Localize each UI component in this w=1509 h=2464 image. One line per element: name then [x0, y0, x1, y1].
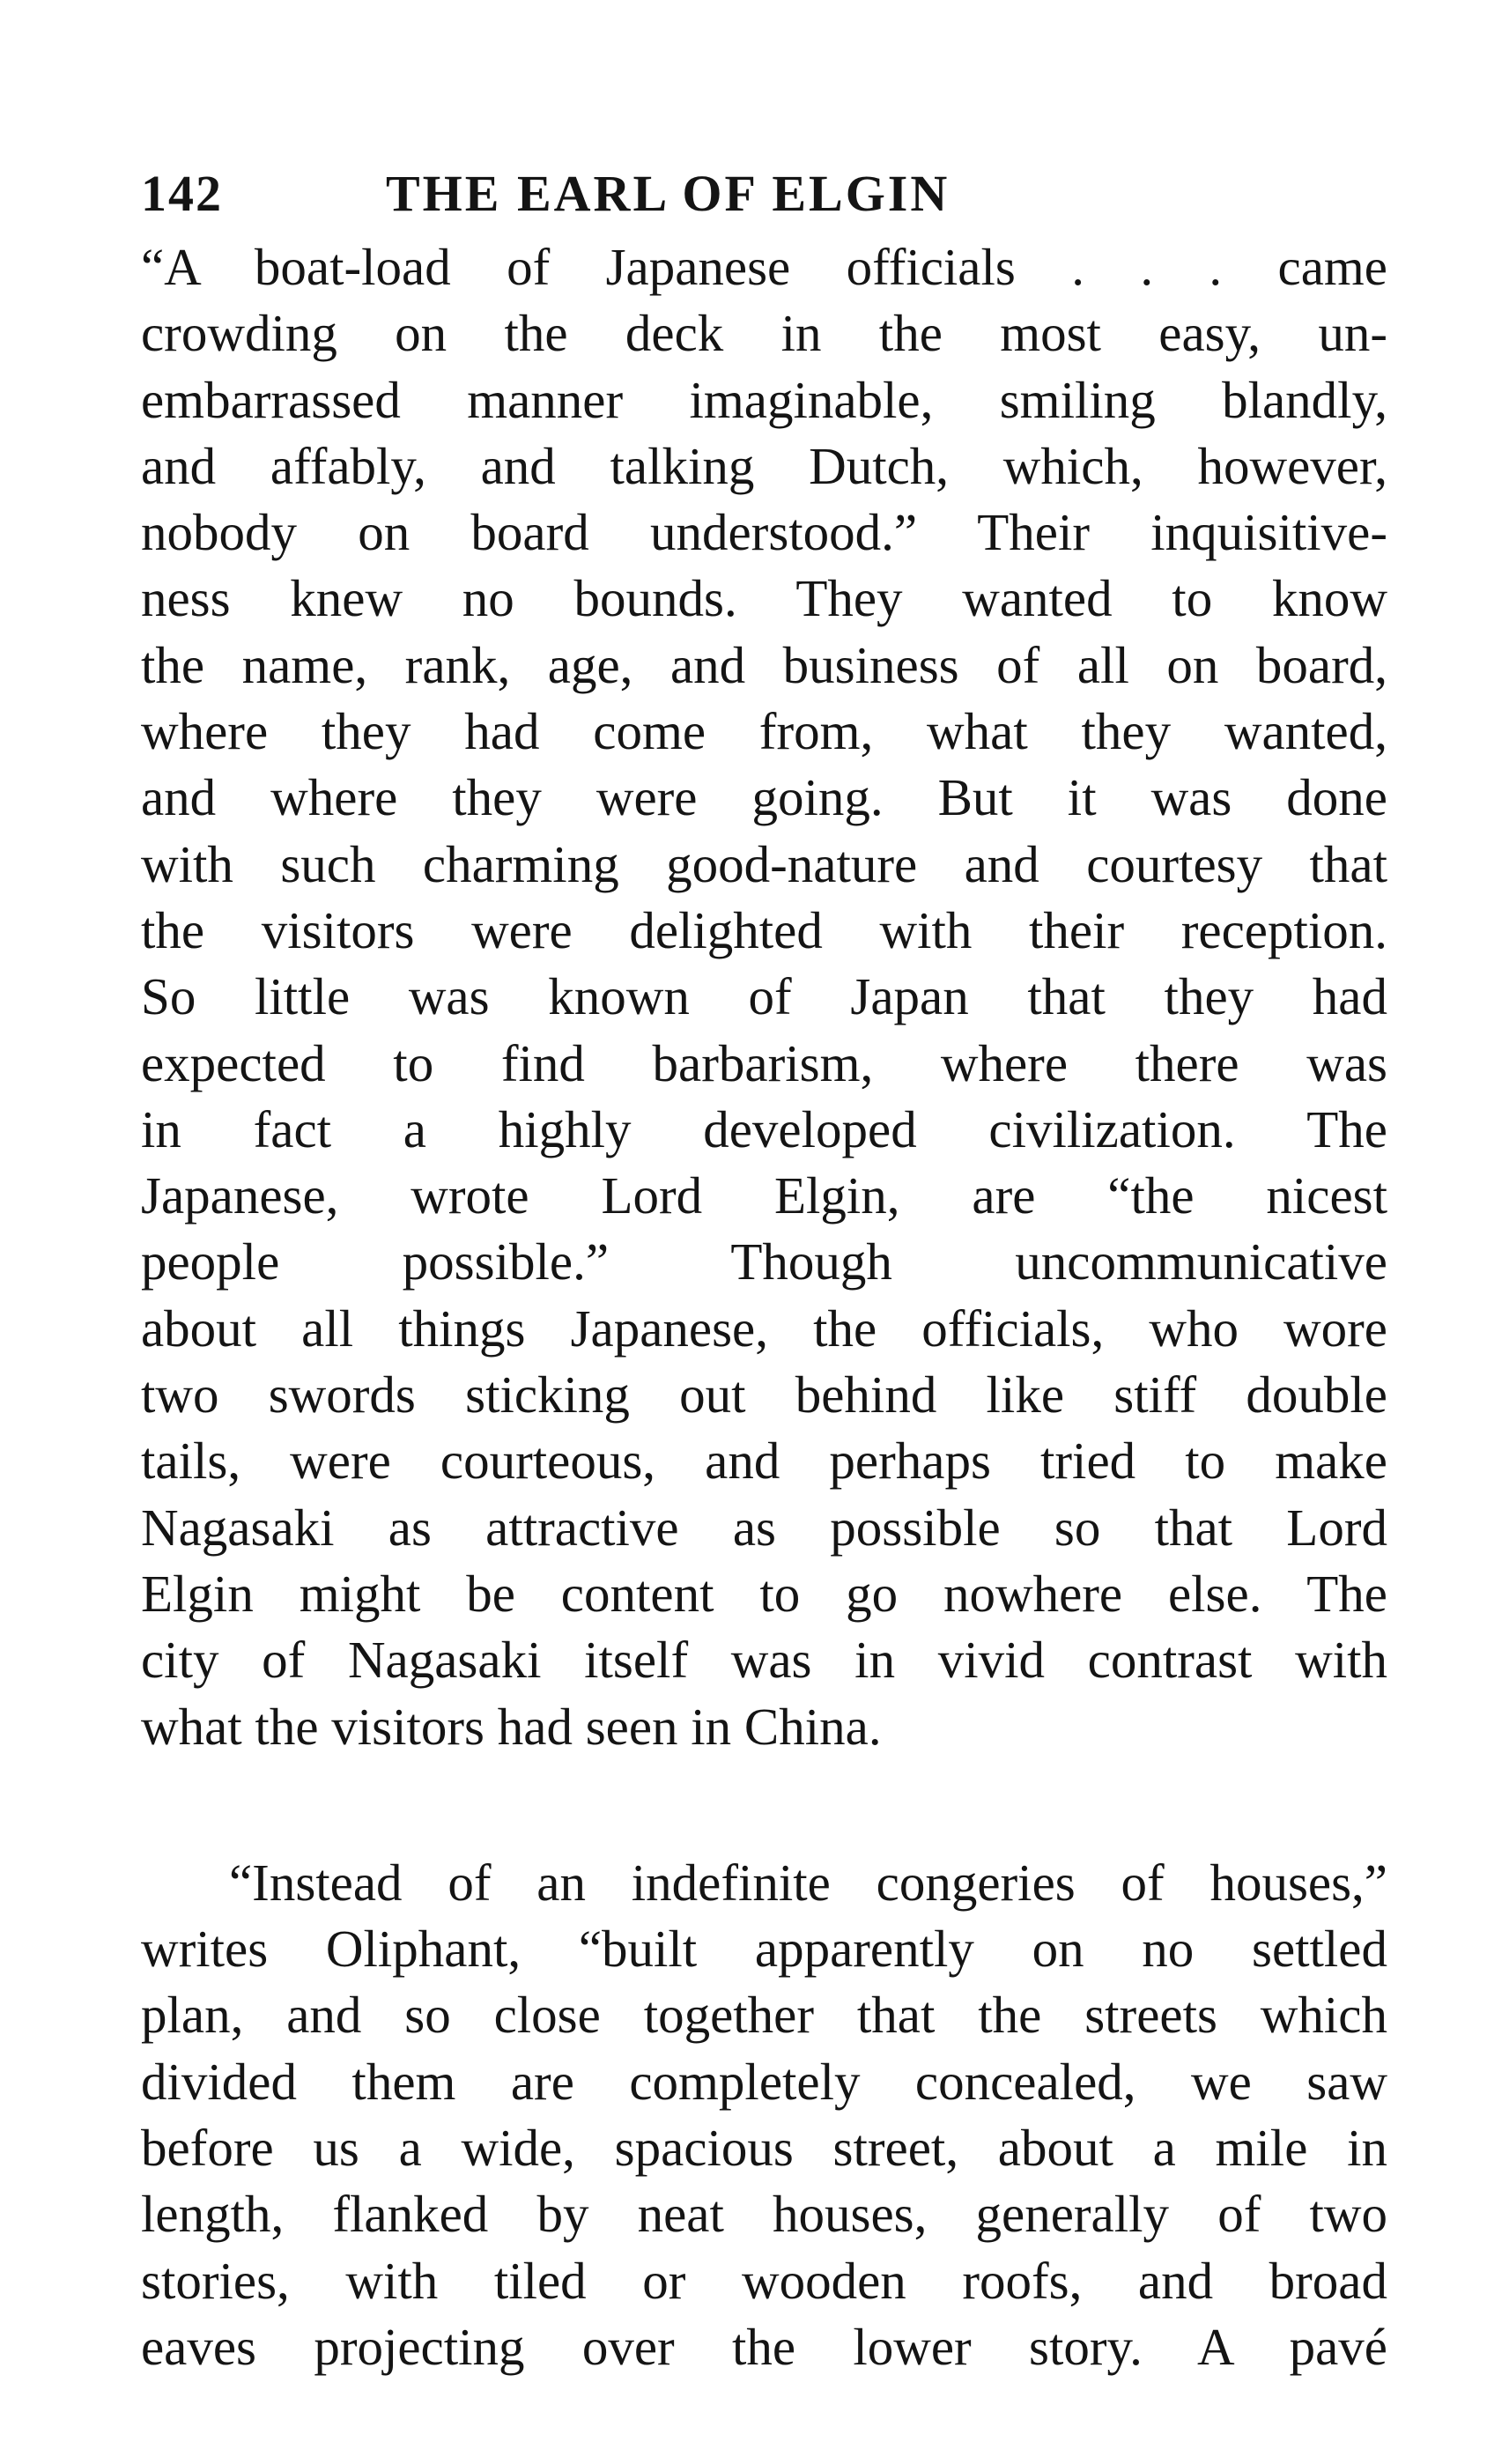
text-line: ness knew no bounds. They wanted to know	[141, 569, 1387, 628]
page-number: 142	[141, 165, 223, 222]
text-line: crowding on the deck in the most easy, un-	[141, 304, 1387, 363]
text-line: the visitors were delighted with their reception.	[141, 900, 1387, 959]
text-line: what the visitors had seen in China.	[141, 1697, 882, 1756]
text-line: So little was known of Japan that they had	[141, 967, 1387, 1026]
text-line: plan, and so close together that the streets which	[141, 1986, 1387, 2045]
text-line: people possible.” Though uncommunicative	[141, 1232, 1387, 1291]
text-line: embarrassed manner imaginable, smiling blandly,	[141, 370, 1387, 429]
paragraph-2	[141, 1850, 1387, 2380]
text-line: Elgin might be content to go nowhere else. The	[141, 1564, 1387, 1623]
text-line: writes Oliphant, “built apparently on no settled	[141, 1920, 1387, 1979]
text-line: before us a wide, spacious street, about a mile in	[141, 2119, 1387, 2178]
text-line: and affably, and talking Dutch, which, however,	[141, 436, 1387, 495]
text-line: Japanese, wrote Lord Elgin, are “the nicest	[141, 1166, 1387, 1225]
text-line: in fact a highly developed civilization. The	[141, 1099, 1387, 1158]
text-line: divided them are completely concealed, we saw	[141, 2052, 1387, 2111]
text-line: and where they were going. But it was done	[141, 768, 1387, 827]
running-title: THE EARL OF ELGIN	[386, 165, 951, 222]
text-line: tails, were courteous, and perhaps tried to make	[141, 1432, 1387, 1491]
text-line: expected to find barbarism, where there was	[141, 1033, 1387, 1092]
text-line: “A boat-load of Japanese officials . . . came	[141, 238, 1387, 296]
text-line: two swords sticking out behind like stiff double	[141, 1365, 1387, 1424]
text-line: eaves projecting over the lower story. A pavé	[141, 2317, 1387, 2376]
running-head	[141, 159, 1387, 229]
paragraph-1	[141, 234, 1387, 1760]
text-line: nobody on board understood.” Their inquisitive-	[141, 503, 1387, 562]
text-line: city of Nagasaki itself was in vivid contrast with	[141, 1631, 1387, 1690]
text-line: with such charming good-nature and courtesy that	[141, 834, 1387, 893]
text-line: the name, rank, age, and business of all on board,	[141, 635, 1387, 694]
text-line: “Instead of an indefinite congeries of houses,”	[229, 1853, 1387, 1912]
text-line: where they had come from, what they wanted,	[141, 702, 1387, 761]
text-line: Nagasaki as attractive as possible so that Lord	[141, 1498, 1387, 1557]
text-line: about all things Japanese, the officials, who wore	[141, 1299, 1387, 1358]
book-page	[141, 159, 1387, 2380]
text-line: length, flanked by neat houses, generally of two	[141, 2185, 1387, 2244]
text-line: stories, with tiled or wooden roofs, and broad	[141, 2251, 1387, 2310]
